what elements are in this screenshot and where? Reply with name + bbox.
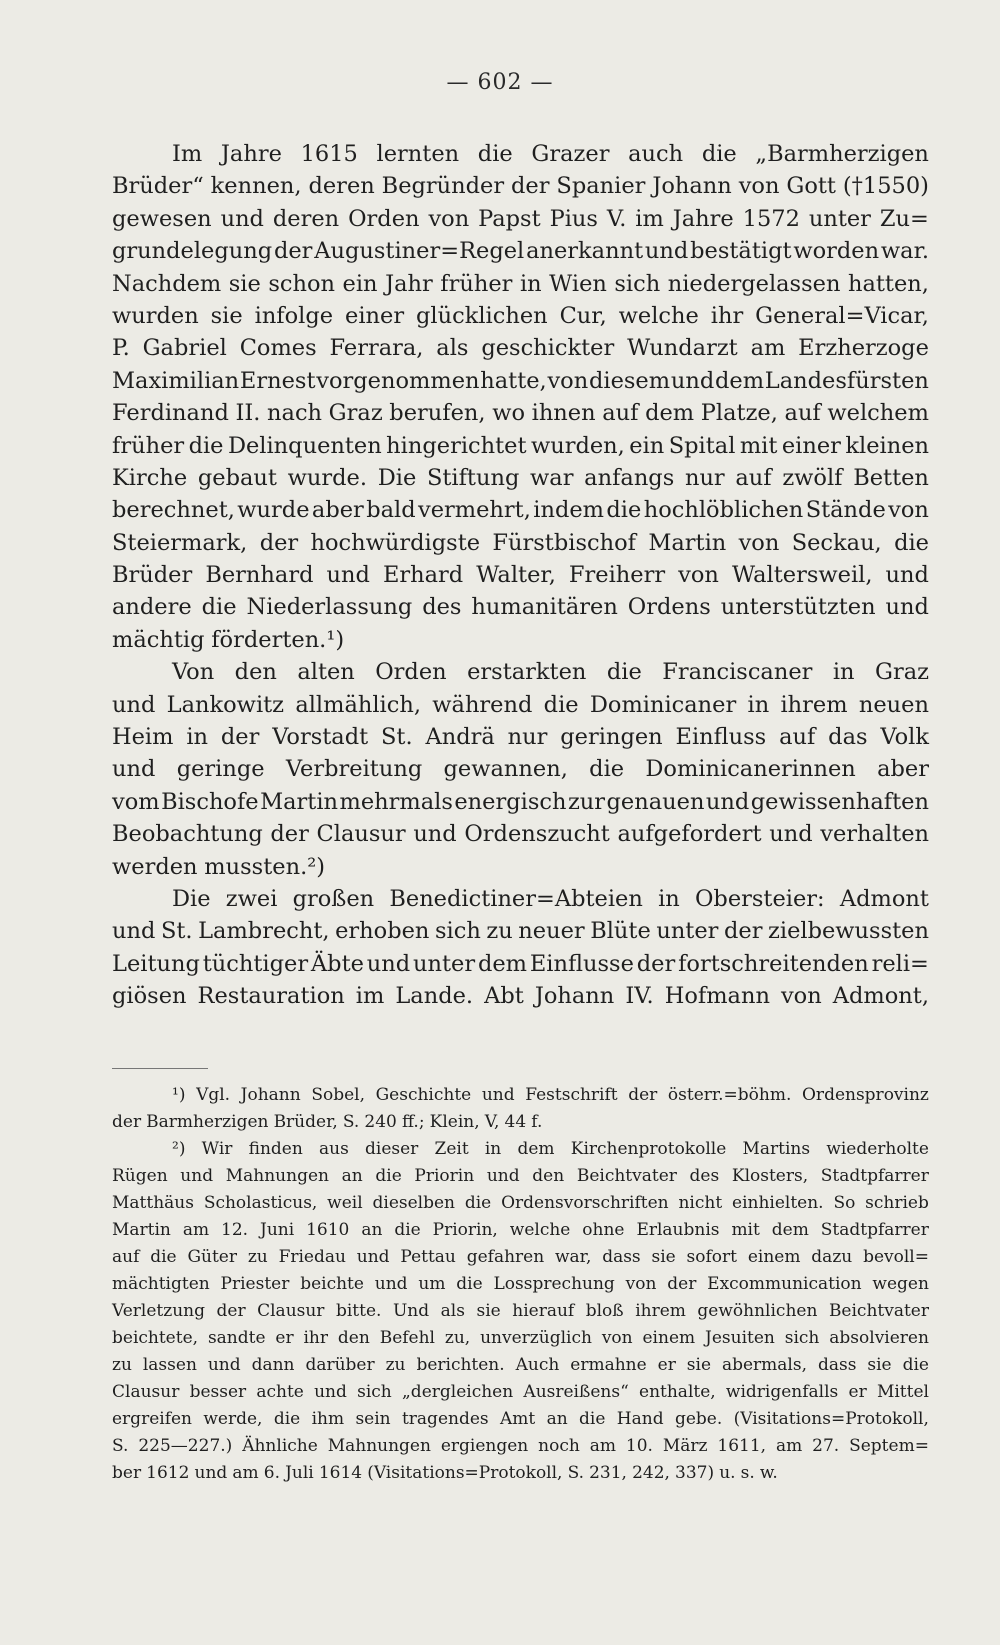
text-line: werden mussten.²) <box>112 853 326 880</box>
text-line: vom Bischofe Martin mehrmals energisch zur genauen und gewissenhaften <box>112 788 929 815</box>
text-line: Brüder Bernhard und Erhard Walter, Freiherr von Waltersweil, und <box>112 562 929 589</box>
footnote-line: Matthäus Scholasticus, weil dieselben die Ordensvorschriften nicht einhielten. So schrieb <box>112 1193 929 1213</box>
text-line: Maximilian Ernest vorgenommen hatte, von diesem und dem Landesfürsten <box>112 367 929 394</box>
footnote-line: auf die Güter zu Friedau und Pettau gefahren war, dass sie sofort einem dazu bevoll= <box>112 1247 929 1267</box>
footnote-line: ergreifen werde, die ihm sein tragendes Amt an die Hand gebe. (Visitations=Protokoll, <box>112 1409 929 1429</box>
text-line: Kirche gebaut wurde. Die Stiftung war anfangs nur auf zwölf Betten <box>112 464 929 491</box>
text-line: Im Jahre 1615 lernten die Grazer auch die „Barmherzigen <box>172 141 929 167</box>
text-line: grundelegung der Augustiner=Regel anerkannt und bestätigt worden war. <box>112 238 929 265</box>
text-line: und St. Lambrecht, erhoben sich zu neuer Blüte unter der zielbewussten <box>112 918 929 945</box>
text-line: wurden sie infolge einer glücklichen Cur, welche ihr General=Vicar, <box>112 302 929 329</box>
footnote-line: mächtigten Priester beichte und um die Lossprechung von der Excommunication wegen <box>112 1274 929 1294</box>
footnote-separator <box>112 1068 208 1069</box>
footnotes <box>112 1082 929 1487</box>
footnote-line: Rügen und Mahnungen an die Priorin und den Beichtvater des Klosters, Stadtpfarrer <box>112 1166 929 1186</box>
text-line: P. Gabriel Comes Ferrara, als geschickter Wundarzt am Erzherzoge <box>112 335 929 362</box>
text-line: berechnet, wurde aber bald vermehrt, indem die hochlöblichen Stände von <box>112 497 929 524</box>
page-number: — 602 — <box>446 70 554 95</box>
footnote-line: S. 225—227.) Ähnliche Mahnungen ergiengen noch am 10. März 1611, am 27. Septem= <box>112 1436 929 1456</box>
footnote-line: Verletzung der Clausur bitte. Und als sie hierauf bloß ihrem gewöhnlichen Beichtvater <box>112 1301 929 1321</box>
text-line: und Lankowitz allmählich, während die Dominicaner in ihrem neuen <box>112 691 929 718</box>
text-line: Nachdem sie schon ein Jahr früher in Wien sich niedergelassen hatten, <box>112 270 929 297</box>
footnote-line: beichtete, sandte er ihr den Befehl zu, unverzüglich von einem Jesuiten sich absolvieren <box>112 1328 929 1348</box>
text-line: andere die Niederlassung des humanitären Ordens unterstützten und <box>112 594 929 621</box>
text-line: Leitung tüchtiger Äbte und unter dem Einflusse der fortschreitenden reli= <box>112 950 929 977</box>
footnote-line: ²) Wir finden aus dieser Zeit in dem Kirchenprotokolle Martins wiederholte <box>172 1139 929 1159</box>
text-line: Ferdinand II. nach Graz berufen, wo ihnen auf dem Platze, auf welchem <box>112 400 929 427</box>
text-line: Beobachtung der Clausur und Ordenszucht aufgefordert und verhalten <box>112 821 929 848</box>
body-text <box>112 138 929 1013</box>
footnote-line: Clausur besser achte und sich „dergleichen Ausreißens“ enthalte, widrigenfalls er Mittel <box>112 1382 929 1402</box>
text-line: gewesen und deren Orden von Papst Pius V. im Jahre 1572 unter Zu= <box>112 205 929 232</box>
footnote-line: ber 1612 und am 6. Juli 1614 (Visitations=Protokoll, S. 231, 242, 337) u. s. w. <box>112 1463 778 1483</box>
text-line: Von den alten Orden erstarkten die Franciscaner in Graz <box>172 659 929 686</box>
text-line: Heim in der Vorstadt St. Andrä nur geringen Einfluss auf das Volk <box>112 724 929 751</box>
footnote-line: zu lassen und dann darüber zu berichten. Auch ermahne er sie abermals, dass sie die <box>112 1355 929 1375</box>
text-line: früher die Delinquenten hingerichtet wurden, ein Spital mit einer kleinen <box>112 432 929 459</box>
text-line: Die zwei großen Benedictiner=Abteien in Obersteier: Admont <box>172 885 929 912</box>
footnote-line: Martin am 12. Juni 1610 an die Priorin, welche ohne Erlaubnis mit dem Stadtpfarrer <box>112 1220 929 1240</box>
text-line: Steiermark, der hochwürdigste Fürstbischof Martin von Seckau, die <box>112 529 929 556</box>
text-line: und geringe Verbreitung gewannen, die Dominicanerinnen aber <box>112 756 929 783</box>
footnote-line: ¹) Vgl. Johann Sobel, Geschichte und Festschrift der österr.=böhm. Ordensprovinz <box>172 1085 929 1105</box>
text-line: mächtig förderten.¹) <box>112 626 345 653</box>
text-line: Brüder“ kennen, deren Begründer der Spanier Johann von Gott (†1550) <box>112 173 929 200</box>
footnote-line: der Barmherzigen Brüder, S. 240 ff.; Klein, V, 44 f. <box>112 1112 543 1132</box>
text-line: giösen Restauration im Lande. Abt Johann IV. Hofmann von Admont, <box>112 983 929 1010</box>
